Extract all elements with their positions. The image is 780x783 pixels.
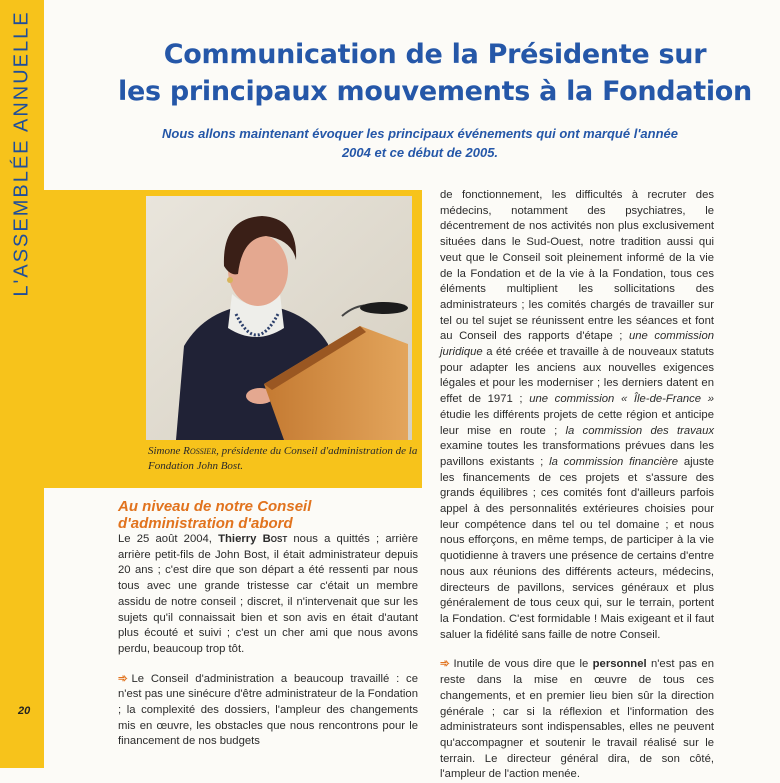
page-number: 20 [18,705,31,717]
yellow-side-band-lower [0,488,44,768]
right-paragraph-1 [440,188,714,643]
left-paragraph-2 [118,672,418,751]
text-span: ajuste les financements de ces projets et s'assure des grands équilibres ; ces comités font d'ailleurs parfois appel à des personnalités extérieures choisies pour leur compétence dans tel ou tel domaine ; et nous nous efforçons, en même temps, de participer à la vie quotidienne à travers une présence de certains d'entre nous aux réunions des différents acteurs, médecins, directeurs de pavillons, services généraux et plus généralement de tous ceux qui, sur le terrain, portent la Fondation. C'est formidable ! Mais exigeant et il faut saluer la fidélité sans faille de notre Conseil. [440,455,715,641]
section-side-label [4,9,40,297]
text-span: n'est pas en reste dans la mise en œuvre de tous ces changements, et en premier lieu bien sûr la direction générale ; car si la réflexion et l'information des administrateurs sont indispensables, elles ne peuvent qu'accompagner et soutenir le travail réalisé sur le terrain. Le directeur général dira, de son côté, l'ampleur de l'action menée. [440,658,714,781]
section-heading: Au niveau de notre Conseil d'administration d'abord [118,498,312,532]
text-span: a été créée et travaille à de nouveaux statuts pour adapter les anciens aux nouvelles exigences légales et pour les moderniser ; les derniers datent en effet de 1971 ; [440,346,714,406]
title-line-2: les principaux mouvements à la Fondation [118,76,752,107]
text-span: Le 25 août 2004, [118,533,219,545]
italic-span: la commission financière [549,455,679,468]
right-paragraph-2 [440,657,714,783]
left-column [118,532,418,750]
title-line-1: Communication de la Présidente sur [163,39,707,70]
text-span: examine toutes les transformations prévues dans les pavillons existants ; [440,440,714,468]
arrow-icon: ➾ [118,672,128,685]
text-span: étudie les différents projets de cette région et anticipe leur mise en route ; [440,408,714,437]
italic-span: une commission juridique [440,330,715,359]
intro-text: Nous allons maintenant évoquer les principaux événements qui ont marqué l'année 2004 et ce début de 2005. [162,126,678,160]
person-name-last: Bost [262,533,288,545]
text-span: Inutile de vous dire que le [453,658,593,671]
arrow-icon: ➾ [440,658,450,671]
caption-name-first: Simone [148,445,184,457]
left-paragraph-1 [118,532,418,658]
side-label-text: L'ASSEMBLÉE ANNUELLE [10,9,33,297]
page-title [100,36,770,110]
italic-span: la commission des travaux [565,424,714,437]
photo-caption [148,444,418,474]
italic-span: une commission « Île-de-France » [529,393,714,406]
caption-name-last: Rossier [183,445,217,457]
right-column [440,188,714,783]
text-span: Le Conseil d'administration a beaucoup travaillé : ce n'est pas une sinécure d'être administrateur de la Fondation ; la complexité des dossiers, l'ampleur des changements mis en œuvre, les obstacles que nous rencontrons pour le financement de nos budgets [118,672,418,748]
photo-president [146,196,412,440]
caption-rest: , présidente du Conseil d'administration de la Fondation John Bost. [148,445,418,472]
photo-illustration [146,196,412,440]
text-span: nous a quittés ; arrière arrière petit-fils de John Bost, il était administrateur depuis 20 ans ; c'est dire que son départ a été ressenti par nous tous avec une grande tristesse car c'était un membre assidu de notre conseil ; discret, il n'intervenait que sur les sujets qu'il connaissait bien et son avis en était d'autant plus écouté et suivi ; c'est un cher ami que nous avons perdu, beaucoup trop tôt. [118,533,418,655]
bold-span: personnel [592,658,647,671]
text-span: de fonctionnement, les difficultés à recruter des médecins, notamment des psychiatres, le décentrement de nos activités non plus exclusivement situées dans le Sud-Ouest, notre tradition aussi qui veut que le Conseil soit pleinement informé de la vie de la Fondation et de la vie à la Fondation, tous ces éléments multiplient les sollicitations des administrateurs ; les comités chargés de travailler sur tel ou tel sujet se réunissent entre les séances et font au Conseil des rapports d'étape ; [440,189,714,343]
person-name-first: Thierry [218,533,263,545]
